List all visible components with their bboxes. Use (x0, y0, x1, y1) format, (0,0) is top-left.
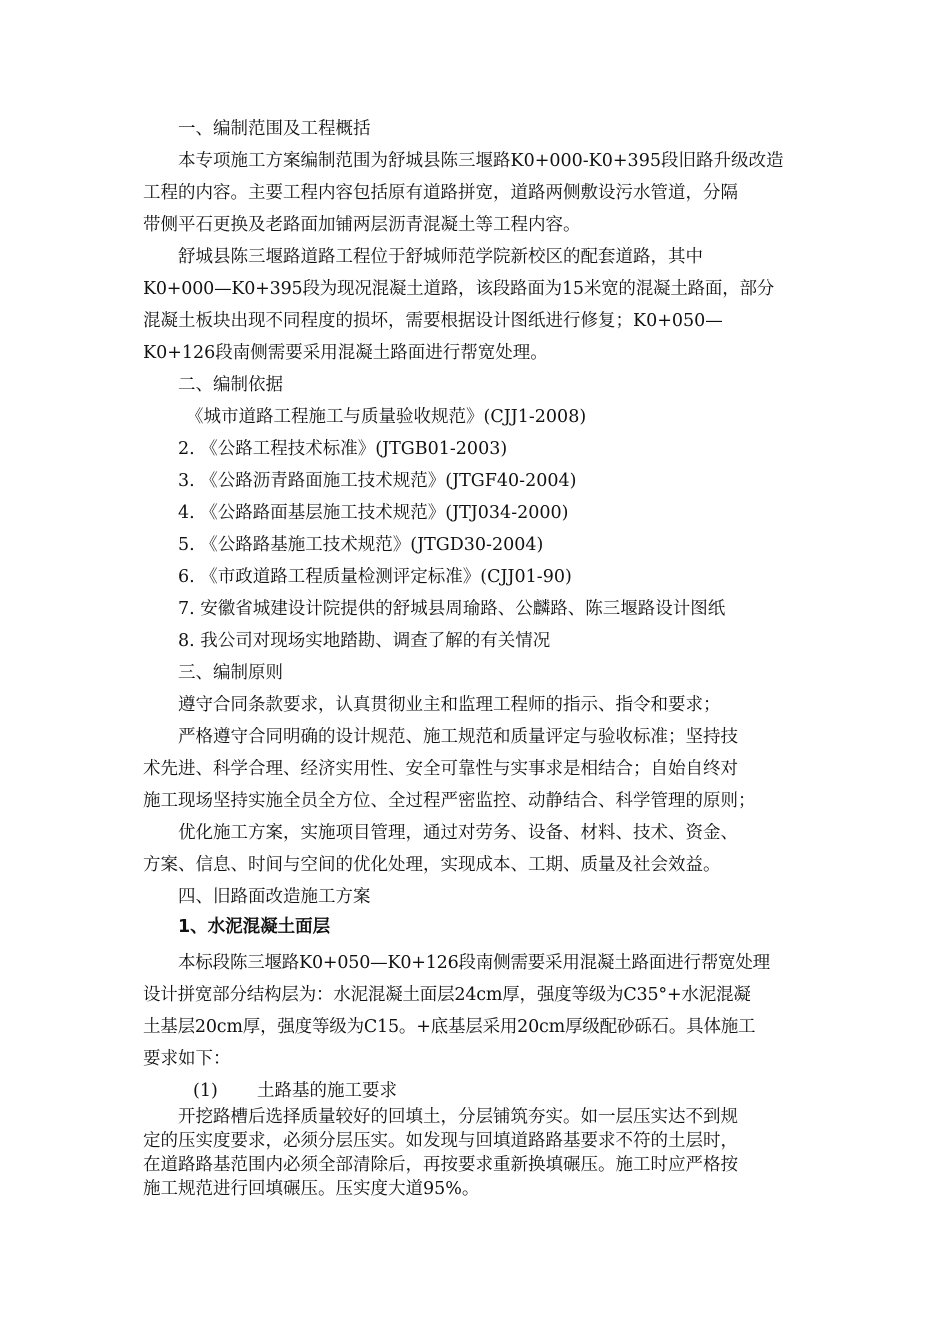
reference-item: 8. 我公司对现场实地踏勘、调查了解的有关情况 (178, 631, 551, 651)
section-heading-1: 一、编制范围及工程概括 (178, 119, 371, 139)
reference-item: 6. 《市政道路工程质量检测评定标准》(CJJ01-90) (178, 567, 572, 587)
section-heading-4: 四、旧路面改造施工方案 (178, 887, 371, 907)
paragraph-line: 在道路路基范围内必须全部清除后，再按要求重新换填碾压。施工时应严格按 (143, 1155, 738, 1175)
paragraph-line: 工程的内容。主要工程内容包括原有道路拼宽，道路两侧敷设污水管道，分隔 (143, 183, 738, 203)
paragraph-line: 本标段陈三堰路K0+050—K0+126段南侧需要采用混凝土路面进行帮宽处理 (178, 953, 770, 973)
paragraph-line: 定的压实度要求，必须分层压实。如发现与回填道路路基要求不符的土层时， (143, 1131, 738, 1151)
paragraph-line: 土基层20cm厚，强度等级为C15。+底基层采用20cm厚级配砂砾石。具体施工 (143, 1017, 756, 1037)
subitem-number: (1) (193, 1081, 218, 1101)
paragraph-line: 术先进、科学合理、经济实用性、安全可靠性与实事求是相结合；自始自终对 (143, 759, 738, 779)
paragraph-line: 设计拼宽部分结构层为：水泥混凝土面层24cm厚，强度等级为C35°+水泥混凝 (143, 985, 751, 1005)
reference-item: 2. 《公路工程技术标准》(JTGB01-2003) (178, 439, 508, 459)
reference-item: 4. 《公路路面基层施工技术规范》(JTJ034-2000) (178, 503, 569, 523)
subitem-title: 土路基的施工要求 (257, 1081, 397, 1101)
paragraph-line: K0+126段南侧需要采用混凝土路面进行帮宽处理。 (143, 343, 548, 363)
subsection-heading: 1、水泥混凝土面层 (178, 917, 331, 937)
paragraph-line: 混凝土板块出现不同程度的损坏，需要根据设计图纸进行修复；K0+050— (143, 311, 723, 331)
section-heading-3: 三、编制原则 (178, 663, 283, 683)
reference-item: 5. 《公路路基施工技术规范》(JTGD30-2004) (178, 535, 544, 555)
reference-item: 《城市道路工程施工与质量验收规范》(CJJ1-2008) (186, 407, 587, 427)
paragraph-line: 优化施工方案，实施项目管理，通过对劳务、设备、材料、技术、资金、 (178, 823, 738, 843)
paragraph-line: 方案、信息、时间与空间的优化处理，实现成本、工期、质量及社会效益。 (143, 855, 721, 875)
paragraph-line: 开挖路槽后选择质量较好的回填土，分层铺筑夯实。如一层压实达不到规 (178, 1107, 738, 1127)
paragraph-line: 本专项施工方案编制范围为舒城县陈三堰路K0+000-K0+395段旧路升级改造 (178, 151, 784, 171)
paragraph-line: 严格遵守合同明确的设计规范、施工规范和质量评定与验收标准；坚持技 (178, 727, 738, 747)
paragraph-line: 遵守合同条款要求，认真贯彻业主和监理工程师的指示、指令和要求； (178, 695, 721, 715)
paragraph-line: K0+000—K0+395段为现况混凝土道路，该段路面为15米宽的混凝土路面，部分 (143, 279, 775, 299)
paragraph-line: 施工现场坚持实施全员全方位、全过程严密监控、动静结合、科学管理的原则； (143, 791, 756, 811)
paragraph-line: 带侧平石更换及老路面加铺两层沥青混凝土等工程内容。 (143, 215, 581, 235)
reference-item: 7. 安徽省城建设计院提供的舒城县周瑜路、公麟路、陈三堰路设计图纸 (178, 599, 726, 619)
numbered-subitem (193, 1080, 873, 1102)
paragraph-line: 施工规范进行回填碾压。压实度大道95%。 (143, 1179, 480, 1199)
paragraph-line: 舒城县陈三堰路道路工程位于舒城师范学院新校区的配套道路，其中 (178, 247, 703, 267)
paragraph-line: 要求如下： (143, 1049, 231, 1069)
section-heading-2: 二、编制依据 (178, 375, 283, 395)
reference-item: 3. 《公路沥青路面施工技术规范》(JTGF40-2004) (178, 471, 577, 491)
